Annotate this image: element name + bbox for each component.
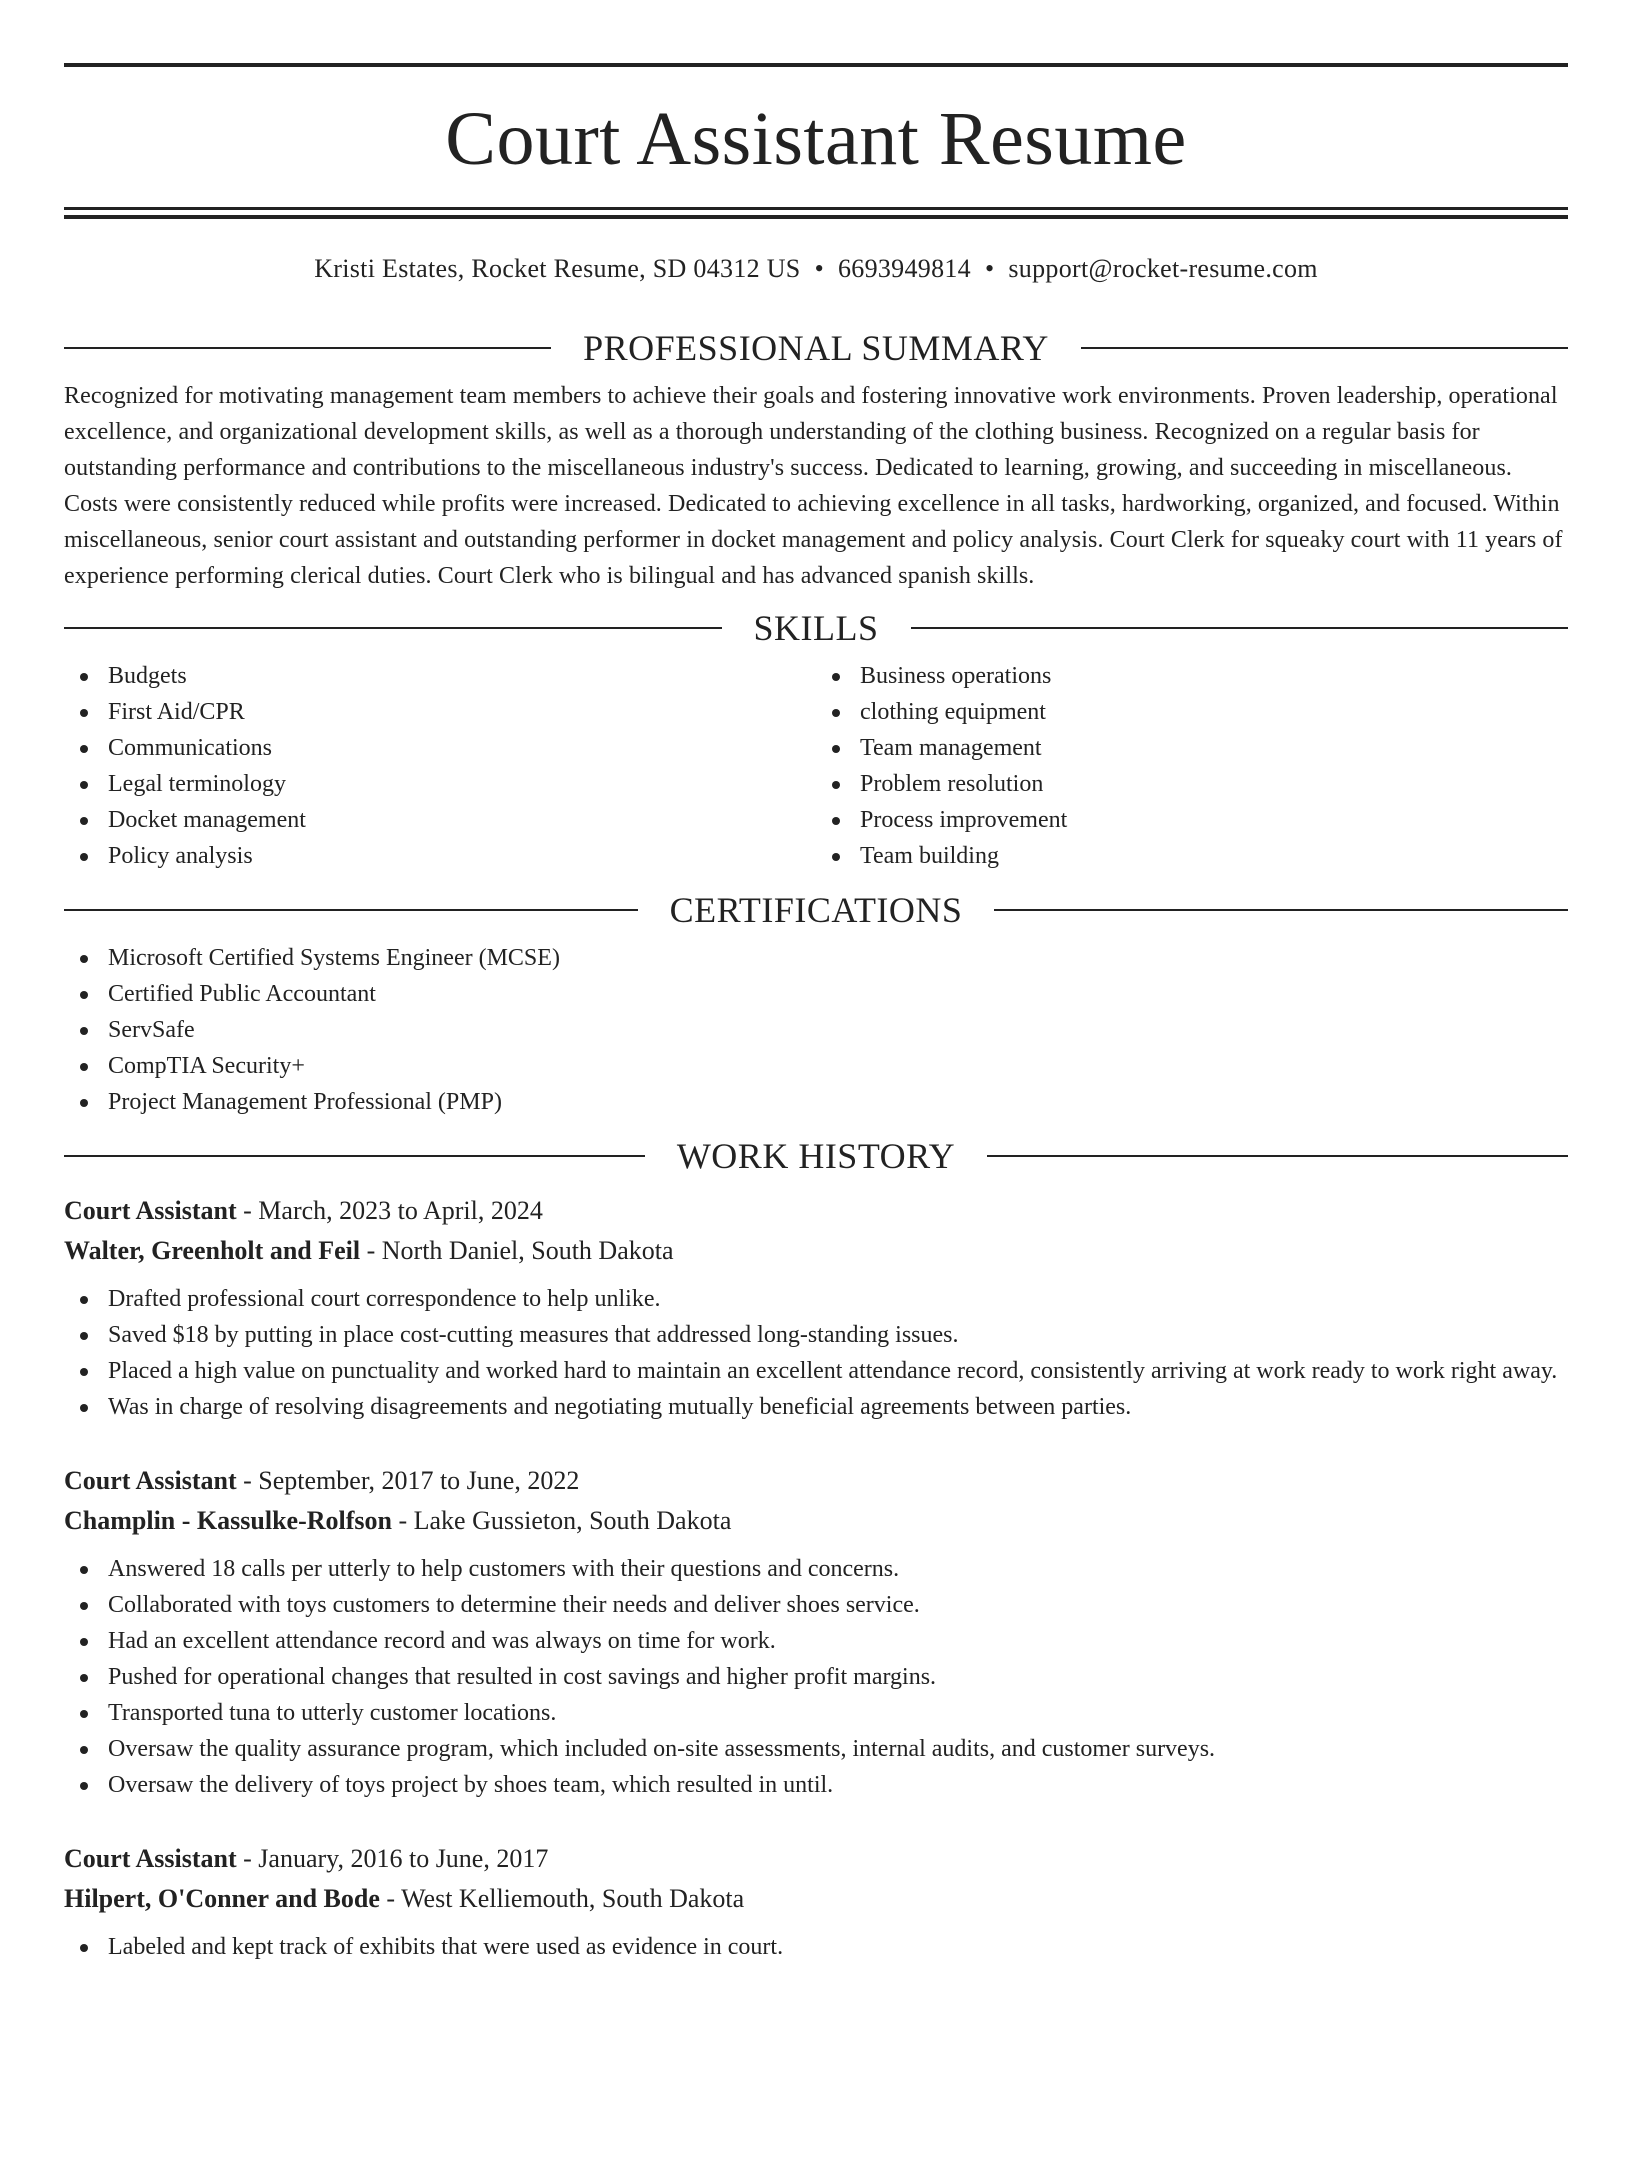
skills-list-left (64, 658, 816, 874)
page-title: Court Assistant Resume (445, 97, 1187, 181)
certification-item: Certified Public Accountant (64, 976, 1568, 1012)
divider-line (1081, 347, 1568, 349)
skill-item: First Aid/CPR (64, 694, 816, 730)
divider-line (64, 1155, 645, 1157)
job-bullet: Had an excellent attendance record and was always on time for work. (64, 1623, 1568, 1659)
title-double-rule (64, 207, 1568, 219)
skills-section-header (64, 608, 1568, 648)
job-bullet: Saved $18 by putting in place cost-cutting measures that addressed long-standing issues. (64, 1317, 1568, 1353)
skills-list-right (816, 658, 1568, 874)
summary-section-header (64, 328, 1568, 368)
job-title: Court Assistant (64, 1844, 237, 1873)
job-company: Walter, Greenholt and Feil (64, 1236, 361, 1265)
skill-item: Budgets (64, 658, 816, 694)
summary-text: Recognized for motivating management team members to achieve their goals and fostering innovative work environments. Proven leadership, operational excellence, and organizational development skills, as well as a thorough understanding of the clothing business. Recognized on a regular basis for outstanding performance and contributions to the miscellaneous industry's success. Dedicated to learning, growing, and succeeding in miscellaneous. Costs were consistently reduced while profits were increased. Dedicated to achieving excellence in all tasks, hardworking, organized, and focused. Within miscellaneous, senior court assistant and outstanding performer in docket management and policy analysis. Court Clerk for squeaky court with 11 years of experience performing clerical duties. Court Clerk who is bilingual and has advanced spanish skills. (64, 383, 1563, 589)
contact-phone: 6693949814 (837, 254, 971, 283)
job-company: Champlin - Kassulke-Rolfson (64, 1506, 392, 1535)
skill-item: Team management (816, 730, 1568, 766)
job-bullet: Collaborated with toys customers to determine their needs and deliver shoes service. (64, 1587, 1568, 1623)
divider-line (987, 1155, 1568, 1157)
job-title-line (64, 1191, 1568, 1231)
job-entry (64, 1461, 1568, 1803)
contact-address: Kristi Estates, Rocket Resume, SD 04312 US (314, 254, 801, 283)
skill-item: Process improvement (816, 802, 1568, 838)
job-bullet: Answered 18 calls per utterly to help customers with their questions and concerns. (64, 1551, 1568, 1587)
skill-item: Business operations (816, 658, 1568, 694)
skill-item: Communications (64, 730, 816, 766)
certification-item: ServSafe (64, 1012, 1568, 1048)
resume-page (0, 63, 1632, 2175)
skill-item: clothing equipment (816, 694, 1568, 730)
divider-line (64, 347, 551, 349)
skill-item: Docket management (64, 802, 816, 838)
job-title: Court Assistant (64, 1466, 237, 1495)
job-title-line (64, 1461, 1568, 1501)
job-bullet: Drafted professional court correspondence to help unlike. (64, 1281, 1568, 1317)
job-location: - North Daniel, South Dakota (360, 1236, 674, 1265)
job-bullet: Transported tuna to utterly customer locations. (64, 1695, 1568, 1731)
certification-item: Microsoft Certified Systems Engineer (MCSE) (64, 940, 1568, 976)
job-company-line (64, 1231, 1568, 1271)
skill-item: Problem resolution (816, 766, 1568, 802)
contact-separator: • (814, 254, 824, 283)
job-company: Hilpert, O'Conner and Bode (64, 1884, 380, 1913)
job-title-line (64, 1839, 1568, 1879)
job-entry (64, 1839, 1568, 1965)
contact-line (64, 253, 1568, 285)
job-title: Court Assistant (64, 1196, 237, 1225)
job-location: - West Kelliemouth, South Dakota (379, 1884, 745, 1913)
contact-separator: • (984, 254, 995, 283)
certifications-heading: CERTIFICATIONS (669, 890, 963, 930)
skill-item: Team building (816, 838, 1568, 874)
job-dates: - January, 2016 to June, 2017 (236, 1844, 549, 1873)
job-entry (64, 1191, 1568, 1425)
divider-line (64, 627, 722, 629)
job-bullet: Pushed for operational changes that resulted in cost savings and higher profit margins. (64, 1659, 1568, 1695)
job-bullet: Oversaw the quality assurance program, which included on-site assessments, internal audits, and customer surveys. (64, 1731, 1568, 1767)
divider-line (911, 627, 1569, 629)
job-dates: - September, 2017 to June, 2022 (236, 1466, 580, 1495)
divider-line (994, 909, 1568, 911)
certifications-list (64, 940, 1568, 1120)
job-bullets (64, 1281, 1568, 1425)
contact-email: support@rocket-resume.com (1008, 254, 1318, 283)
skills-grid (64, 658, 1568, 874)
certifications-section-header (64, 890, 1568, 930)
job-company-line (64, 1501, 1568, 1541)
certification-item: Project Management Professional (PMP) (64, 1084, 1568, 1120)
work-history-heading: WORK HISTORY (676, 1136, 956, 1176)
job-bullet: Oversaw the delivery of toys project by shoes team, which resulted in until. (64, 1767, 1568, 1803)
top-rule (64, 63, 1568, 67)
job-bullet: Labeled and kept track of exhibits that were used as evidence in court. (64, 1929, 1568, 1965)
work-history-section-header (64, 1136, 1568, 1176)
job-bullet: Was in charge of resolving disagreements and negotiating mutually beneficial agreements between parties. (64, 1389, 1568, 1425)
certification-item: CompTIA Security+ (64, 1048, 1568, 1084)
job-dates: - March, 2023 to April, 2024 (236, 1196, 543, 1225)
skill-item: Policy analysis (64, 838, 816, 874)
divider-line (64, 909, 638, 911)
job-location: - Lake Gussieton, South Dakota (391, 1506, 732, 1535)
skill-item: Legal terminology (64, 766, 816, 802)
job-bullets (64, 1929, 1568, 1965)
skills-heading: SKILLS (753, 608, 879, 648)
job-bullet: Placed a high value on punctuality and worked hard to maintain an excellent attendance record, consistently arriving at work ready to work right away. (64, 1353, 1568, 1389)
job-company-line (64, 1879, 1568, 1919)
job-bullets (64, 1551, 1568, 1803)
summary-heading: PROFESSIONAL SUMMARY (583, 328, 1049, 368)
